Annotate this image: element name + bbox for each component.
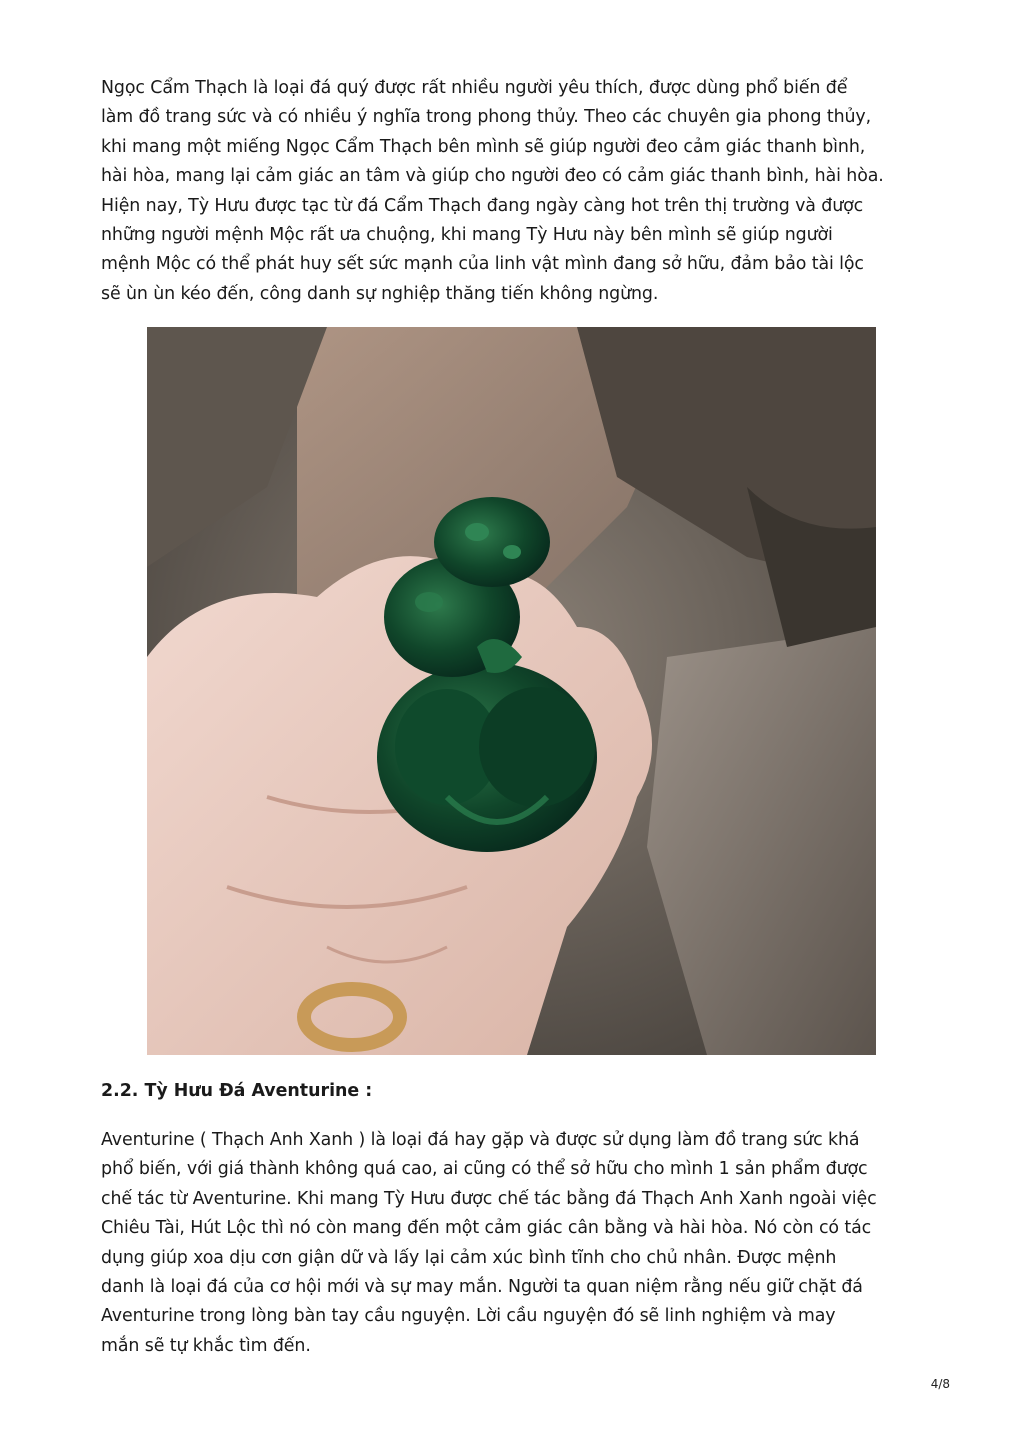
intro-line: làm đồ trang sức và có nhiều ý nghĩa trong phong thủy. Theo các chuyên gia phong thủy, (101, 107, 872, 128)
section-line: chế tác từ Aventurine. Khi mang Tỳ Hưu được chế tác bằng đá Thạch Anh Xanh ngoài việc (101, 1188, 877, 1209)
section-line: Aventurine trong lòng bàn tay cầu nguyện. Lời cầu nguyện đó sẽ linh nghiệm và may (101, 1306, 836, 1327)
intro-line: khi mang một miếng Ngọc Cẩm Thạch bên mình sẽ giúp người đeo cảm giác thanh bình, (101, 136, 866, 157)
section-paragraph (101, 1126, 931, 1361)
intro-line: Hiện nay, Tỳ Hưu được tạc từ đá Cẩm Thạch đang ngày càng hot trên thị trường và được (101, 195, 864, 216)
intro-line: mệnh Mộc có thể phát huy sết sức mạnh của linh vật mình đang sở hữu, đảm bảo tài lộc (101, 254, 864, 275)
intro-line: Ngọc Cẩm Thạch là loại đá quý được rất nhiều người yêu thích, được dùng phổ biến để (101, 78, 848, 98)
section-line: danh là loại đá của cơ hội mới và sự may mắn. Người ta quan niệm rằng nếu giữ chặt đá (101, 1277, 863, 1298)
intro-line: sẽ ùn ùn kéo đến, công danh sự nghiệp thăng tiến không ngừng. (101, 283, 659, 304)
section-heading: 2.2. Tỳ Hưu Đá Aventurine : (101, 1081, 373, 1101)
jade-pixiu-photo (147, 327, 876, 1055)
section-line: Aventurine ( Thạch Anh Xanh ) là loại đá hay gặp và được sử dụng làm đồ trang sức khá (101, 1130, 860, 1150)
intro-paragraph (101, 74, 931, 309)
intro-line: những người mệnh Mộc rất ưa chuộng, khi mang Tỳ Hưu này bên mình sẽ giúp người (101, 225, 833, 246)
section-line: Chiêu Tài, Hút Lộc thì nó còn mang đến một cảm giác cân bằng và hài hòa. Nó còn có tác (101, 1218, 872, 1239)
section-line: phổ biến, với giá thành không quá cao, ai cũng có thể sở hữu cho mình 1 sản phẩm được (101, 1159, 868, 1180)
section-line: mắn sẽ tự khắc tìm đến. (101, 1335, 311, 1356)
page-number: 4/8 (930, 1377, 950, 1391)
section-line: dụng giúp xoa dịu cơn giận dữ và lấy lại cảm xúc bình tĩnh cho chủ nhân. Được mệnh (101, 1247, 837, 1268)
intro-line: hài hòa, mang lại cảm giác an tâm và giúp cho người đeo có cảm giác thanh bình, hài hòa. (101, 166, 884, 187)
